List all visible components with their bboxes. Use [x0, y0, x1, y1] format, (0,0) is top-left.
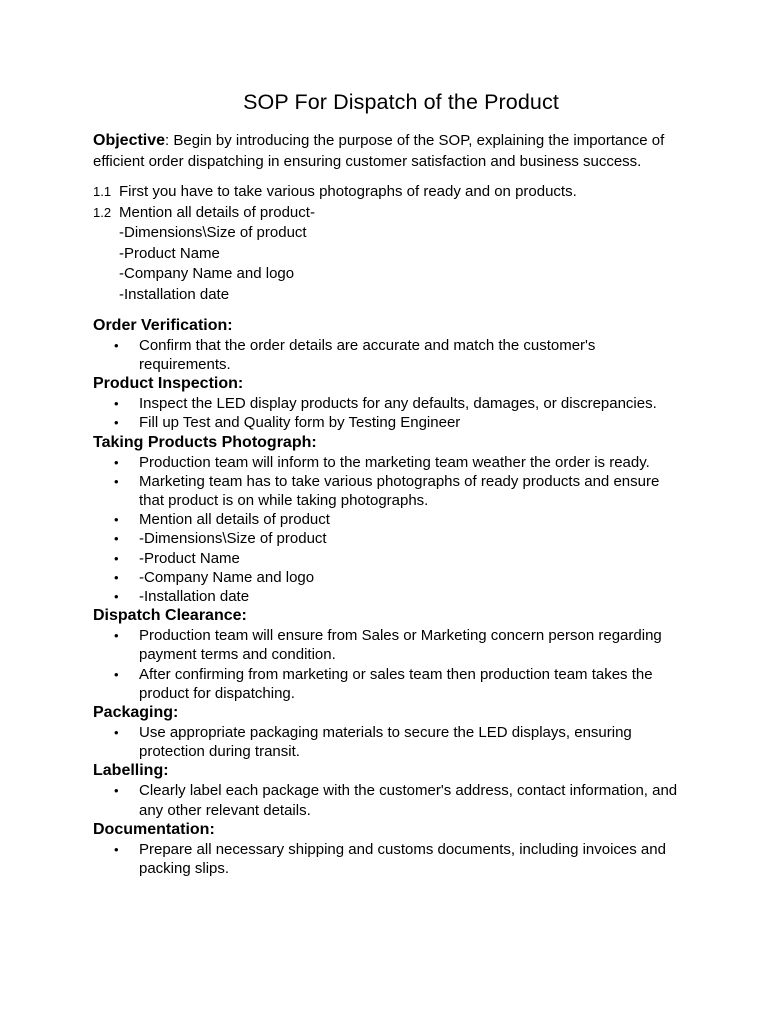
bullet-item — [114, 587, 683, 606]
bullet-text: Use appropriate packaging materials to secure the LED displays, ensuring protection during transit. — [139, 724, 632, 761]
bullet-glyph: • — [114, 512, 119, 528]
bullet-item — [114, 394, 683, 413]
section — [93, 606, 683, 703]
section-heading: Dispatch Clearance: — [93, 607, 247, 625]
detail-line: -Product Name — [119, 244, 220, 262]
document-page — [93, 88, 683, 878]
bullet-text: -Dimensions\Size of product — [139, 530, 327, 548]
bullet-item — [114, 413, 683, 432]
item-number: 1.1 — [93, 184, 112, 199]
bullet-item — [114, 626, 683, 664]
bullet-item — [114, 723, 683, 761]
detail-line: -Installation date — [119, 286, 230, 304]
section — [93, 703, 683, 761]
bullet-list — [93, 453, 683, 607]
bullet-text: Prepare all necessary shipping and customs documents, including invoices and packing slips. — [139, 840, 666, 878]
bullet-text: Confirm that the order details are accurate and match the customer's requirements. — [139, 336, 596, 374]
bullet-glyph: • — [114, 841, 119, 857]
detail-line: -Dimensions\Size of product — [119, 224, 307, 241]
section — [93, 316, 683, 374]
section — [93, 433, 683, 607]
bullet-glyph: • — [114, 337, 119, 353]
bullet-item — [114, 568, 683, 587]
bullet-text: Fill up Test and Quality form by Testing Engineer — [139, 414, 461, 432]
bullet-item — [114, 472, 683, 510]
bullet-item — [114, 453, 683, 472]
bullet-text: Mention all details of product — [139, 511, 330, 529]
section — [93, 761, 683, 819]
section-heading: Labelling: — [93, 762, 169, 780]
bullet-text: After confirming from marketing or sales team then production team takes the product for dispatching. — [139, 665, 653, 702]
bullet-item — [114, 510, 683, 529]
bullet-glyph: • — [114, 783, 119, 799]
section-heading: Taking Products Photograph: — [93, 433, 317, 451]
section-heading: Documentation: — [93, 820, 215, 838]
bullet-list — [93, 336, 683, 374]
bullet-text: Production team will ensure from Sales or Marketing concern person regarding payment terms and condition. — [139, 627, 662, 664]
bullet-text: Clearly label each package with the customer's address, contact information, and any other relevant details. — [139, 782, 678, 819]
bullet-glyph: • — [114, 415, 119, 431]
item-text: Mention all details of product- — [119, 203, 315, 221]
item-number: 1.2 — [93, 204, 112, 220]
section — [93, 374, 683, 432]
bullet-glyph: • — [114, 628, 119, 644]
document-title: SOP For Dispatch of the Product — [243, 90, 559, 114]
bullet-text: -Company Name and logo — [139, 568, 315, 586]
objective-lead: Objective — [93, 132, 166, 149]
bullet-item — [114, 781, 683, 819]
bullet-glyph: • — [114, 396, 119, 412]
objective-text: : Begin by introducing the purpose of the SOP, explaining the importance of efficient order dispatching in ensuring customer satisfaction and business success. — [93, 132, 665, 170]
bullet-list — [93, 781, 683, 819]
item-text: First you have to take various photographs of ready and on products. — [119, 183, 577, 200]
section-heading: Packaging: — [93, 704, 179, 722]
bullet-glyph: • — [114, 473, 119, 489]
section-heading: Order Verification: — [93, 316, 233, 334]
numbered-item — [93, 203, 683, 224]
bullet-text: -Product Name — [139, 549, 240, 567]
bullet-text: Marketing team has to take various photographs of ready products and ensure that product is on while taking photographs. — [139, 472, 660, 510]
bullet-item — [114, 549, 683, 568]
objective-paragraph — [93, 131, 683, 172]
section-heading: Product Inspection: — [93, 375, 244, 393]
product-details-list — [93, 223, 683, 306]
numbered-item — [93, 182, 683, 203]
section — [93, 820, 683, 878]
bullet-glyph: • — [114, 725, 119, 741]
bullet-list — [93, 840, 683, 878]
bullet-item — [114, 840, 683, 878]
bullet-text: Inspect the LED display products for any defaults, damages, or discrepancies. — [139, 395, 657, 413]
bullet-item — [114, 529, 683, 548]
bullet-text: Production team will inform to the marketing team weather the order is ready. — [139, 453, 650, 471]
sections-container — [93, 316, 683, 878]
bullet-text: -Installation date — [139, 588, 250, 606]
bullet-item — [114, 665, 683, 703]
numbered-list — [93, 182, 683, 223]
bullet-glyph: • — [114, 569, 119, 585]
bullet-list — [93, 723, 683, 761]
bullet-glyph: • — [114, 454, 119, 470]
detail-line: -Company Name and logo — [119, 265, 295, 283]
bullet-item — [114, 336, 683, 374]
bullet-glyph: • — [114, 666, 119, 682]
bullet-list — [93, 626, 683, 703]
bullet-glyph: • — [114, 531, 119, 547]
bullet-glyph: • — [114, 550, 119, 566]
bullet-glyph: • — [114, 589, 119, 605]
bullet-list — [93, 394, 683, 432]
